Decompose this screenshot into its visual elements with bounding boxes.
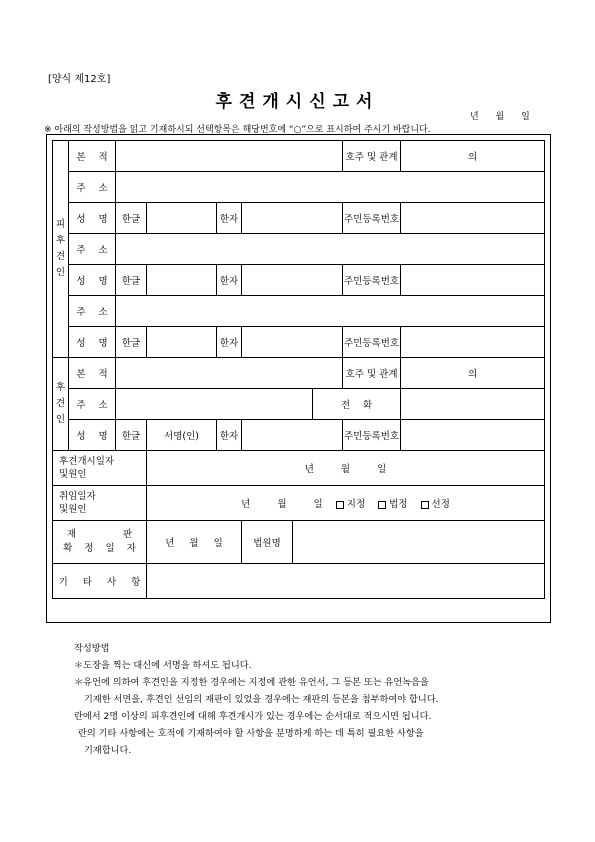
ward-relation-field[interactable]: 의 <box>401 141 545 172</box>
ward-3-name-row <box>53 327 545 358</box>
instruction-line: 란의 기타 사항에는 호적에 기재하여야 할 사항을 분명하게 하는 데 특히 필요한 사항을 <box>78 728 424 739</box>
ward-3-address-field[interactable] <box>116 296 545 327</box>
trial-date-field[interactable]: 년 월 일 <box>147 521 242 564</box>
ward-2-hanja-field[interactable] <box>242 265 343 296</box>
ward-2-name-row <box>53 265 545 296</box>
report-form-table <box>52 140 545 599</box>
guardian-relation-field[interactable]: 의 <box>401 358 545 389</box>
ward-1-name-row <box>53 203 545 234</box>
option-checkbox-appointed[interactable] <box>421 501 429 509</box>
ward-domicile-field[interactable] <box>116 141 343 172</box>
guardian-address-row <box>53 389 545 420</box>
instruction-line: 란에서 2명 이상의 피후견인에 대해 후견개시가 있는 경우에는 순서대로 적으시면 됩니다. <box>74 711 432 722</box>
ward-1-address-row <box>53 172 545 203</box>
guardian-signature-field[interactable]: 서명(인) <box>147 420 217 451</box>
ward-1-hangul-field[interactable] <box>147 203 217 234</box>
other-row <box>53 564 545 599</box>
ward-3-resident-no-field[interactable] <box>401 327 545 358</box>
option-label-statutory: 법정 <box>389 499 408 510</box>
instruction-line: ＊도장을 찍는 대신에 서명을 하셔도 됩니다. <box>74 660 252 671</box>
appointment-date[interactable]: 년 월 일 <box>241 499 323 510</box>
ward-domicile-label: 본 적 <box>69 141 116 172</box>
start-date-label: 후견개시일자 및원인 <box>53 451 147 486</box>
ward-domicile-row <box>53 141 545 172</box>
guardian-domicile-row <box>53 358 545 389</box>
appointment-field <box>147 486 545 521</box>
hanja-label: 한자 <box>217 265 242 296</box>
form-number: [양식 제12호] <box>48 74 111 85</box>
page-title: 후견개시신고서 <box>215 92 380 112</box>
name-label: 성 명 <box>69 265 116 296</box>
trial-row <box>53 521 545 564</box>
ward-1-resident-no-field[interactable] <box>401 203 545 234</box>
appointment-row <box>53 486 545 521</box>
guardian-domicile-label: 본 적 <box>69 358 116 389</box>
resident-no-label: 주민등록번호 <box>343 203 401 234</box>
instruction-line: 기재합니다. <box>84 745 132 756</box>
guardian-address-field[interactable] <box>116 389 313 420</box>
hanja-label: 한자 <box>217 327 242 358</box>
resident-no-label: 주민등록번호 <box>343 420 401 451</box>
ward-1-address-field[interactable] <box>116 172 545 203</box>
name-label: 성 명 <box>69 420 116 451</box>
trial-label: 재 판 확 정 일 자 <box>53 521 147 564</box>
guardian-section-label: 후 견 인 <box>53 358 69 451</box>
hangul-label: 한글 <box>116 265 147 296</box>
ward-3-hangul-field[interactable] <box>147 327 217 358</box>
guardian-hanja-field[interactable] <box>242 420 343 451</box>
ward-relation-label: 호주 및 관계 <box>343 141 401 172</box>
ward-section-label: 피 후 견 인 <box>53 141 69 358</box>
resident-no-label: 주민등록번호 <box>343 265 401 296</box>
hanja-label: 한자 <box>217 420 242 451</box>
name-label: 성 명 <box>69 203 116 234</box>
address-label: 주 소 <box>69 234 116 265</box>
instruction-line: ＊유언에 의하여 후견인을 지정한 경우에는 지정에 관한 유언서, 그 등본 또는 유언녹음을 <box>74 677 429 688</box>
guardian-resident-no-field[interactable] <box>401 420 545 451</box>
name-label: 성 명 <box>69 327 116 358</box>
instruction-line: 기재한 서면을, 후견인 선임의 재판이 있었을 경우에는 재판의 등본을 첨부하여야 합니다. <box>84 694 439 705</box>
option-label-designated: 지정 <box>346 499 366 510</box>
instructions-heading: 작성방법 <box>74 643 110 654</box>
guardian-relation-label: 호주 및 관계 <box>343 358 401 389</box>
option-checkbox-designated[interactable] <box>336 501 344 509</box>
ward-2-hangul-field[interactable] <box>147 265 217 296</box>
hangul-label: 한글 <box>116 327 147 358</box>
start-date-field[interactable]: 년 월 일 <box>147 451 545 486</box>
guardian-domicile-field[interactable] <box>116 358 343 389</box>
instructions <box>74 640 554 759</box>
ward-2-address-field[interactable] <box>116 234 545 265</box>
ward-3-hanja-field[interactable] <box>242 327 343 358</box>
guardian-name-row <box>53 420 545 451</box>
address-label: 주 소 <box>69 172 116 203</box>
option-label-appointed: 선정 <box>431 499 450 510</box>
date-line: 년 월 일 <box>470 112 530 122</box>
ward-2-address-row <box>53 234 545 265</box>
address-label: 주 소 <box>69 296 116 327</box>
other-label: 기 타 사 항 <box>53 564 147 599</box>
hangul-label: 한글 <box>116 203 147 234</box>
ward-3-address-row <box>53 296 545 327</box>
hangul-label: 한글 <box>116 420 147 451</box>
start-date-row <box>53 451 545 486</box>
option-checkbox-statutory[interactable] <box>378 501 386 509</box>
address-label: 주 소 <box>69 389 116 420</box>
phone-label: 전 화 <box>313 389 401 420</box>
court-name-label: 법원명 <box>242 521 293 564</box>
resident-no-label: 주민등록번호 <box>343 327 401 358</box>
guardian-phone-field[interactable] <box>401 389 545 420</box>
appointment-label: 취임일자 및원인 <box>53 486 147 521</box>
notice-text: ※ 아래의 작성방법을 읽고 기재하시되 선택항목은 해당번호에 “○”으로 표시하여 주시기 바랍니다. <box>44 125 431 135</box>
ward-2-resident-no-field[interactable] <box>401 265 545 296</box>
other-field[interactable] <box>147 564 545 599</box>
hanja-label: 한자 <box>217 203 242 234</box>
court-name-field[interactable] <box>293 521 545 564</box>
ward-1-hanja-field[interactable] <box>242 203 343 234</box>
